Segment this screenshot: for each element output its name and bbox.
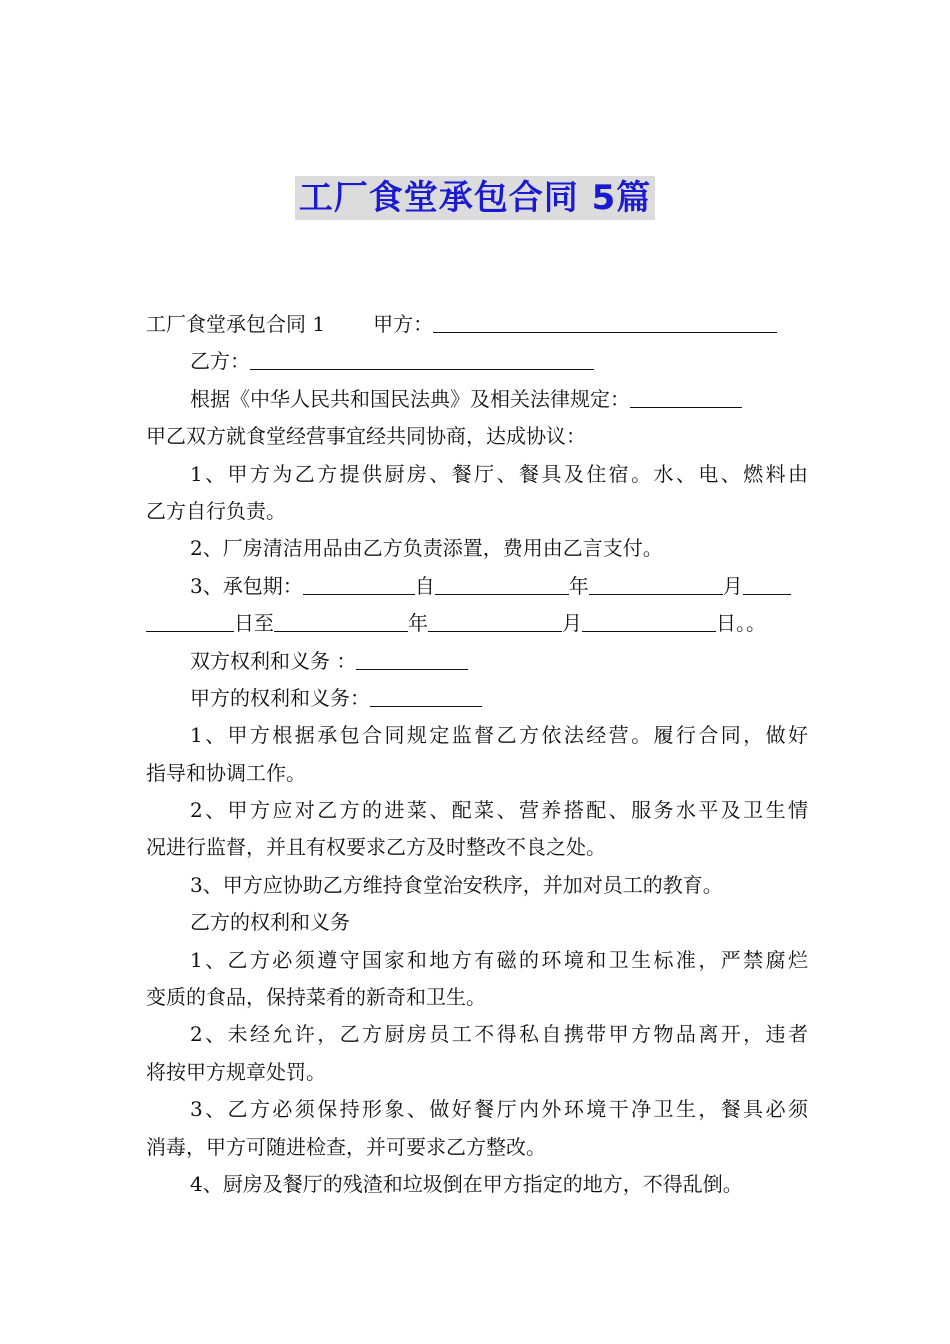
legal-basis-text: 根据《中华人民共和国民法典》及相关法律规定： — [190, 386, 630, 411]
clause-line — [146, 493, 808, 530]
heading-text: 乙方的权利和义务 — [190, 910, 350, 935]
clause-line — [146, 942, 808, 979]
clause-line — [146, 1129, 808, 1166]
term-from: 自 — [414, 573, 435, 598]
clause-line — [146, 717, 808, 754]
clause-text: 变质的食品，保持菜肴的新奇和卫生。 — [146, 985, 486, 1010]
party-b-label: 乙方： — [190, 349, 250, 374]
clause-text: 1、乙方必须遵守国家和地方有磁的环境和卫生标准，严禁腐烂 — [190, 947, 808, 972]
clause-text: 1、甲方根据承包合同规定监督乙方依法经营。履行合同，做好 — [190, 723, 808, 748]
clause-text: 2、甲方应对乙方的进菜、配菜、营养搭配、服务水平及卫生情 — [190, 798, 808, 823]
clause-line — [146, 456, 808, 493]
line-term — [146, 568, 808, 605]
line-term-end — [146, 605, 808, 642]
end-month-blank[interactable] — [428, 609, 562, 632]
end-year-blank[interactable] — [274, 609, 408, 632]
line-party-a-rights — [146, 680, 808, 717]
party-a-rights-heading: 甲方的权利和义务： — [190, 685, 370, 710]
clause-text: 1、甲方为乙方提供厨房、餐厅、餐具及住宿。水、电、燃料由 — [190, 461, 808, 486]
party-a-label: 甲方： — [373, 312, 434, 336]
clause-text: 消毒，甲方可随进检查，并可要求乙方整改。 — [146, 1134, 546, 1159]
legal-basis-blank[interactable] — [630, 385, 742, 408]
line-party-a — [146, 306, 808, 343]
line-party-b — [146, 343, 808, 380]
start-month-blank[interactable] — [589, 572, 723, 595]
term-end-year: 年 — [408, 611, 428, 636]
clause-text: 指导和协调工作。 — [146, 760, 306, 785]
start-day-blank-a[interactable] — [743, 572, 791, 595]
clause-text: 2、厂房清洁用品由乙方负责添置，费用由乙言支付。 — [190, 536, 663, 561]
clause-text: 3、乙方必须保持形象、做好餐厅内外环境干净卫生，餐具必须 — [190, 1097, 808, 1122]
rights-heading: 双方权利和义务 ： — [190, 648, 357, 673]
term-year: 年 — [568, 573, 589, 598]
line-rights — [146, 643, 808, 680]
clause-line — [146, 1091, 808, 1128]
start-year-blank[interactable] — [435, 572, 569, 595]
party-a-rights-blank[interactable] — [370, 684, 482, 707]
clause-line — [146, 1016, 808, 1053]
term-blank-1[interactable] — [303, 572, 415, 595]
term-end-day: 日。。 — [716, 611, 766, 636]
line-agreement — [146, 418, 808, 455]
term-end-month: 月 — [562, 611, 582, 636]
clause-text: 将按甲方规章处罚。 — [146, 1059, 326, 1084]
term-month: 月 — [722, 573, 743, 598]
clause-line — [146, 530, 808, 567]
clause-text: 乙方自行负责。 — [146, 498, 286, 523]
clause-line — [146, 792, 808, 829]
clause-text: 4、厨房及餐厅的残渣和垃圾倒在甲方指定的地方，不得乱倒。 — [190, 1171, 743, 1196]
clause-text: 2、未经允许，乙方厨房员工不得私自携带甲方物品离开，违者 — [190, 1022, 808, 1047]
clause-line — [146, 1054, 808, 1091]
term-label: 3、承包期： — [190, 573, 303, 598]
party-b-blank[interactable] — [250, 347, 594, 370]
clause-line — [146, 979, 808, 1016]
clause-text: 况进行监督，并且有权要求乙方及时整改不良之处。 — [146, 835, 606, 860]
document-title: 工厂食堂承包合同 5篇 — [295, 176, 656, 220]
clause-line — [146, 867, 808, 904]
title-area — [0, 176, 950, 220]
contract-body — [146, 306, 808, 1203]
party-b-rights-heading — [146, 904, 808, 941]
party-a-blank[interactable] — [433, 310, 777, 333]
end-day-blank[interactable] — [582, 609, 716, 632]
agreement-text: 甲乙双方就食堂经营事宜经共同协商，达成协议： — [146, 424, 586, 449]
clause-line — [146, 829, 808, 866]
clause-line — [146, 1166, 808, 1203]
contract-heading: 工厂食堂承包合同 1 — [146, 312, 326, 336]
line-legal-basis — [146, 381, 808, 418]
start-day-blank-b[interactable] — [146, 609, 234, 632]
clause-text: 3、甲方应协助乙方维持食堂治安秩序，并加对员工的教育。 — [190, 872, 723, 897]
rights-blank[interactable] — [356, 647, 468, 670]
clause-line — [146, 755, 808, 792]
term-to: 日至 — [234, 611, 274, 636]
